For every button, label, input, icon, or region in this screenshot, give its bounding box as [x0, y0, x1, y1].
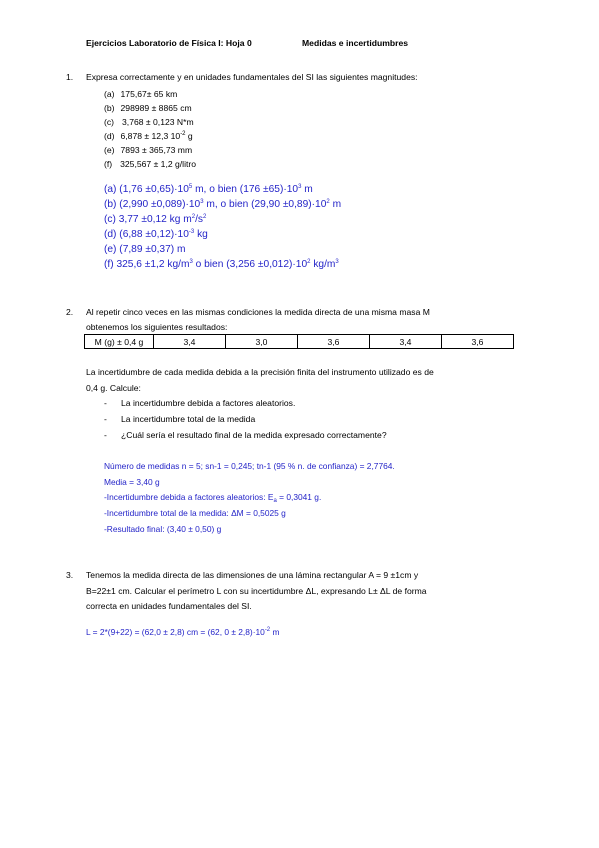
answer-line: -Resultado final: (3,40 ± 0,50) g: [104, 524, 222, 534]
item-label: (b): [104, 103, 115, 113]
table-header-cell: M (g) ± 0,4 g: [85, 335, 154, 349]
item-label: (d): [104, 131, 115, 141]
table-row: [85, 335, 514, 349]
exercise-1-number: 1.: [66, 72, 74, 82]
answer-label: (b): [104, 199, 117, 210]
exercise-1-statement: Expresa correctamente y en unidades fundamentales del SI las siguientes magnitudes:: [86, 72, 418, 82]
answer-text: m, o bien (176 ±65)·10: [192, 184, 299, 195]
answer-label: (c): [104, 214, 116, 225]
answer-exponent: 3: [200, 199, 204, 205]
item-label: (a): [104, 89, 115, 99]
exercise-2-number: 2.: [66, 307, 74, 317]
answer-text: -Incertidumbre debida a factores aleatorios: E: [104, 492, 274, 502]
item-d: [104, 131, 193, 141]
answer-text: m: [301, 184, 313, 195]
answer-label: (d): [104, 229, 117, 240]
answer-text: (1,76 ±0,65)·10: [119, 184, 189, 195]
item-value: 7893 ± 365,73 mm: [120, 145, 193, 155]
item-label: (f): [104, 159, 113, 169]
answer-b: [104, 199, 341, 210]
exercise-2-statement-line-1: Al repetir cinco veces en las mismas condiciones la medida directa de una misma masa M: [86, 307, 430, 317]
answer-c: [104, 214, 206, 225]
item-e: [104, 145, 192, 155]
item-c: [104, 117, 194, 127]
answer-d: [104, 229, 208, 240]
exercise-3-statement-line-2: B=22±1 cm. Calcular el perímetro L con su incertidumbre ΔL, expresando L± ΔL de forma: [86, 586, 427, 596]
answer-text: 3,77 ±0,12 kg m: [118, 214, 192, 225]
answer-exponent: 2: [191, 214, 196, 220]
exercise-2-paragraph-line-2: 0,4 g. Calcule:: [86, 383, 141, 393]
item-label: (e): [104, 145, 115, 155]
bullet-item: ¿Cuál sería el resultado final de la medida expresado correctamente?: [121, 430, 387, 440]
answer-text: kg: [194, 229, 208, 240]
item-exponent: -2: [180, 131, 186, 137]
bullet-mark: -: [104, 414, 107, 424]
exercise-2-paragraph-line-1: La incertidumbre de cada medida debida a la precisión finita del instrumento utilizado es de: [86, 367, 434, 377]
answer-line: Número de medidas n = 5; sn-1 = 0,245; tn-1 (95 % n. de confianza) = 2,7764.: [104, 461, 395, 471]
answer-label: (a): [104, 184, 117, 195]
document-subtitle: Medidas e incertidumbres: [302, 38, 409, 48]
item-label: (c): [104, 117, 115, 127]
bullet-mark: -: [104, 430, 107, 440]
answer-line: -Incertidumbre total de la medida: ΔM = 0,5025 g: [104, 508, 286, 518]
answer-exponent: 2: [326, 199, 330, 205]
answer-exponent: 2: [307, 259, 311, 265]
document-title: Ejercicios Laboratorio de Física I: Hoja 0: [86, 38, 252, 48]
bullet-item: La incertidumbre total de la medida: [121, 414, 256, 424]
answer-text: m, o bien (29,90 ±0,89)·10: [203, 199, 327, 210]
item-value: 175,67± 65 km: [120, 89, 178, 99]
bullet-item: La incertidumbre debida a factores aleatorios.: [121, 398, 296, 408]
answer-text: m: [329, 199, 342, 210]
exercise-3-answer: [86, 627, 279, 637]
table-cell: 3,4: [370, 335, 442, 349]
item-b: [104, 103, 192, 113]
answer-f: [104, 259, 339, 270]
exercise-2-statement-line-2: obtenemos los siguientes resultados:: [86, 322, 228, 332]
item-value: 6,878 ± 12,3 10: [120, 131, 181, 141]
answer-exponent: -2: [264, 627, 271, 633]
answer-exponent: 3: [298, 184, 302, 190]
table-cell: 3,4: [154, 335, 226, 349]
answer-exponent: 3: [335, 259, 339, 265]
answer-label: (e): [104, 244, 117, 255]
table-cell: 3,0: [226, 335, 298, 349]
measurements-table: [84, 334, 514, 349]
answer-exponent: 5: [188, 184, 193, 190]
item-value: 3,768 ± 0,123 N*m: [122, 117, 194, 127]
answer-e: [104, 244, 185, 255]
exercise-3-statement-line-3: correcta en unidades fundamentales del SI.: [86, 601, 252, 611]
bullet-mark: -: [104, 398, 107, 408]
answer-exponent: 2: [203, 214, 207, 220]
exercise-3-number: 3.: [66, 570, 74, 580]
answer-line: Media = 3,40 g: [104, 477, 160, 487]
answer-text: o bien (3,256 ±0,012)·10: [192, 259, 308, 270]
answer-text: = 0,3041 g.: [276, 492, 322, 502]
item-f: [104, 159, 196, 169]
answer-text: (7,89 ±0,37) m: [119, 244, 186, 255]
item-value: 325,567 ± 1,2 g/litro: [120, 159, 197, 169]
table-cell: 3,6: [298, 335, 370, 349]
answer-text: L = 2*(9+22) = (62,0 ± 2,8) cm = (62, 0 ± 2,8)·10: [86, 627, 265, 637]
item-unit: g: [185, 131, 193, 141]
answer-a: [104, 184, 313, 195]
item-a: [104, 89, 177, 99]
answer-exponent: 3: [189, 259, 193, 265]
answer-exponent: -3: [188, 229, 195, 235]
answer-text: m: [270, 627, 280, 637]
answer-line: [104, 492, 321, 502]
answer-label: (f): [104, 259, 114, 270]
answer-text: 325,6 ±1,2 kg/m: [116, 259, 190, 270]
answer-text: /s: [195, 214, 203, 225]
answer-text: (6,88 ±0,12)·10: [119, 229, 189, 240]
answer-text: kg/m: [310, 259, 336, 270]
answer-text: (2,990 ±0,089)·10: [119, 199, 201, 210]
item-value: 298989 ± 8865 cm: [120, 103, 192, 113]
answer-subscript: a: [273, 498, 277, 504]
table-cell: 3,6: [442, 335, 514, 349]
exercise-3-statement-line-1: Tenemos la medida directa de las dimensiones de una lámina rectangular A = 9 ±1cm y: [86, 570, 419, 580]
